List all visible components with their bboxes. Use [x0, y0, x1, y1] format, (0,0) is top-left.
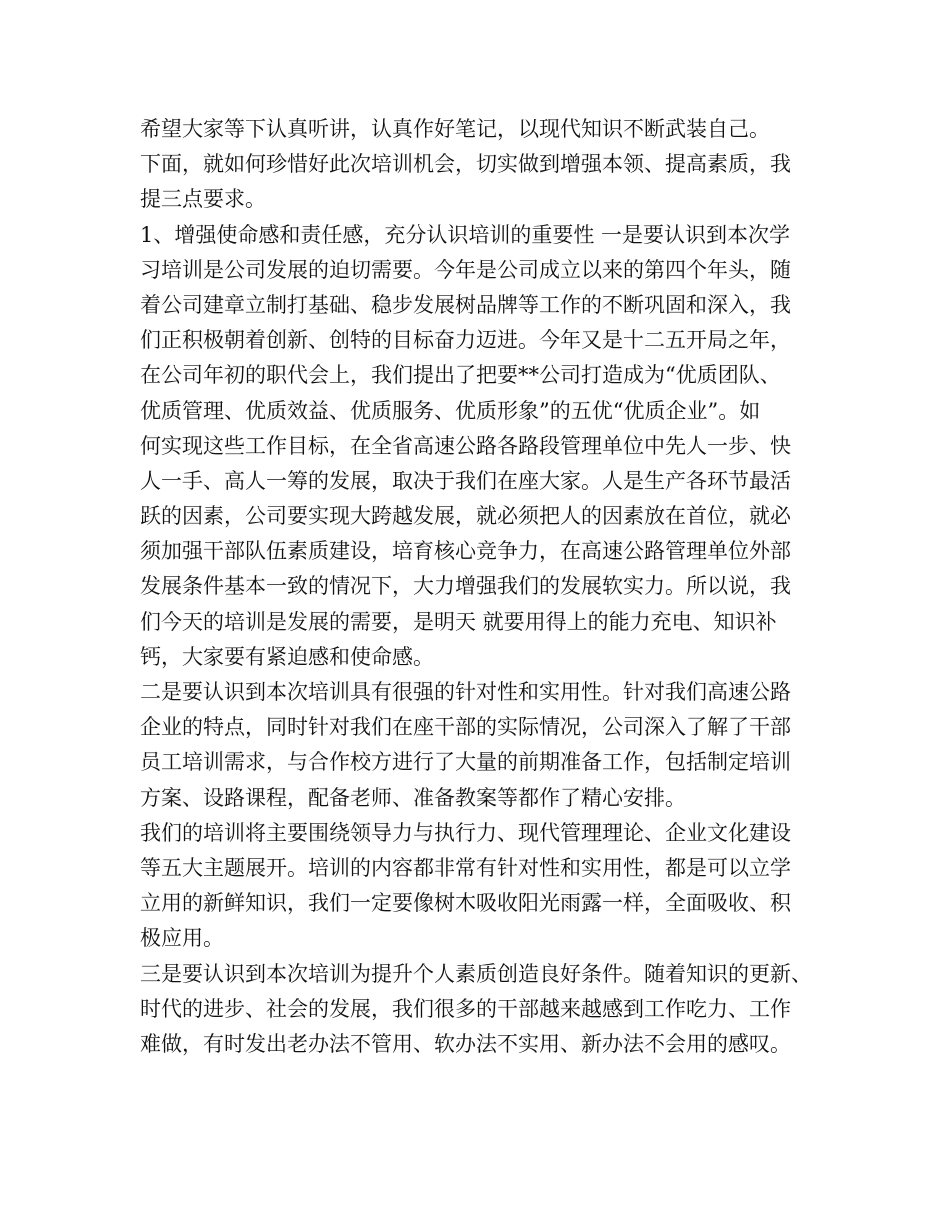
text-line: 提三点要求。 — [140, 187, 266, 212]
paragraph-3 — [140, 218, 830, 675]
text-line: 立用的新鲜知识，我们一定要像树木吸收阳光雨露一样，全面吸收、积 — [140, 891, 791, 916]
text-line: 极应用。 — [140, 926, 224, 951]
text-line: 下面，就如何珍惜好此次培训机会，切实做到增强本领、提高素质，我 — [140, 152, 791, 177]
text-line: 们正积极朝着创新、创特的目标奋力迈进。今年又是十二五开局之年， — [140, 328, 791, 353]
text-line: 人一手、高人一筹的发展，取决于我们在座大家。人是生产各环节最活 — [140, 468, 791, 493]
paragraph-5 — [140, 816, 830, 957]
paragraph-6 — [140, 957, 830, 1063]
paragraph-2 — [140, 147, 830, 217]
text-line: 我们的培训将主要围绕领导力与执行力、现代管理理论、企业文化建设 — [140, 820, 791, 845]
text-line: 希望大家等下认真听讲，认真作好笔记，以现代知识不断武装自己。 — [140, 117, 770, 141]
text-line: 二是要认识到本次培训具有很强的针对性和实用性。针对我们高速公路 — [140, 680, 791, 704]
text-line: 三是要认识到本次培训为提升个人素质创造良好条件。随着知识的更新、 — [140, 961, 812, 986]
text-line: 1、增强使命感和责任感，充分认识培训的重要性 一是要认识到本次学 — [140, 222, 791, 247]
document-body — [140, 112, 830, 1062]
text-line: 员工培训需求，与合作校方进行了大量的前期准备工作，包括制定培训 — [140, 750, 791, 775]
text-line: 习培训是公司发展的迫切需要。今年是公司成立以来的第四个年头，随 — [140, 257, 791, 282]
paragraph-4 — [140, 675, 830, 816]
text-line: 优质管理、优质效益、优质服务、优质形象”的五优“优质企业”。如 — [140, 398, 761, 423]
text-line: 在公司年初的职代会上，我们提出了把要**公司打造成为“优质团队、 — [140, 363, 781, 388]
text-line: 何实现这些工作目标，在全省高速公路各路段管理单位中先人一步、快 — [140, 433, 791, 458]
text-line: 着公司建章立制打基础、稳步发展树品牌等工作的不断巩固和深入，我 — [140, 292, 791, 317]
paragraph-1 — [140, 112, 830, 147]
text-line: 等五大主题展开。培训的内容都非常有针对性和实用性，都是可以立学 — [140, 855, 791, 880]
text-line: 难做，有时发出老办法不管用、软办法不实用、新办法不会用的感叹。 — [140, 1031, 791, 1056]
text-line: 须加强干部队伍素质建设，培育核心竞争力，在高速公路管理单位外部 — [140, 539, 791, 564]
text-line: 跃的因素，公司要实现大跨越发展，就必须把人的因素放在首位，就必 — [140, 504, 791, 529]
text-line: 们今天的培训是发展的需要，是明天 就要用得上的能力充电、知识补 — [140, 609, 777, 634]
text-line: 方案、设路课程，配备老师、准备教案等都作了精心安排。 — [140, 785, 686, 810]
text-line: 时代的进步、社会的发展，我们很多的干部越来越感到工作吃力、工作 — [140, 996, 791, 1021]
text-line: 发展条件基本一致的情况下，大力增强我们的发展软实力。所以说，我 — [140, 574, 791, 599]
text-line: 企业的特点，同时针对我们在座干部的实际情况，公司深入了解了干部 — [140, 715, 791, 740]
text-line: 钙，大家要有紧迫感和使命感。 — [140, 644, 434, 669]
